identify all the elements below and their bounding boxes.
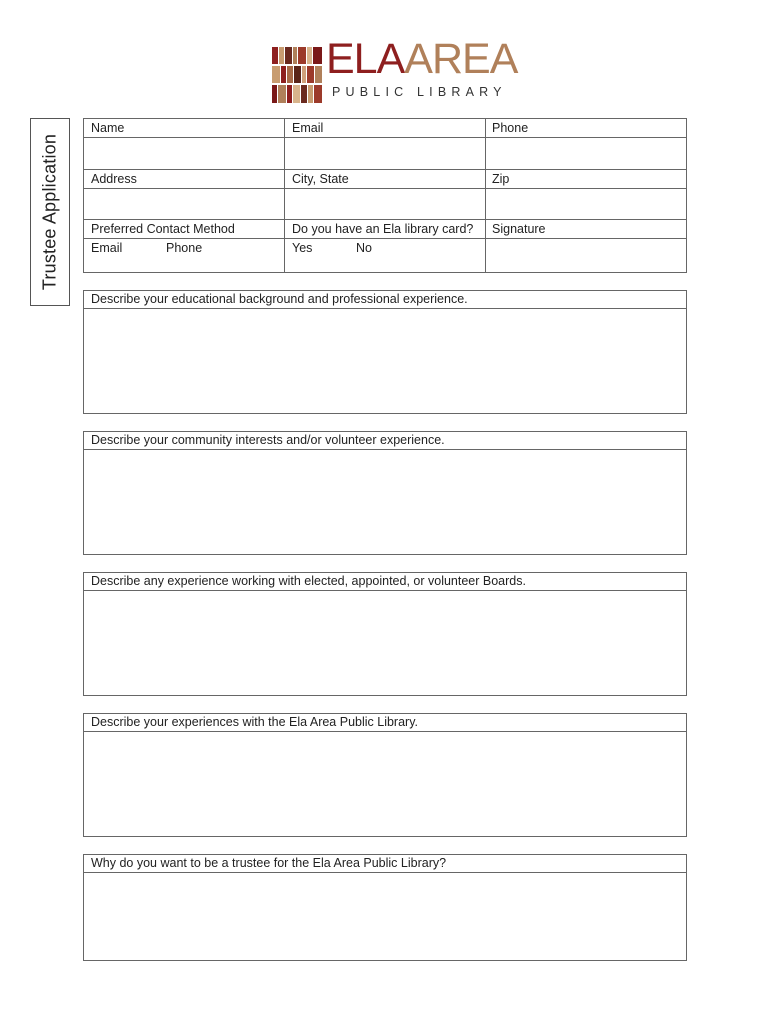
grid-divider bbox=[485, 119, 486, 272]
question-label: Describe any experience working with elected, appointed, or volunteer Boards. bbox=[84, 573, 686, 591]
library-logo bbox=[272, 35, 518, 104]
preferred-email-option: Email bbox=[91, 241, 123, 255]
preferred-phone-option: Phone bbox=[166, 241, 203, 255]
side-title-tab bbox=[30, 118, 70, 306]
phone-label: Phone bbox=[492, 121, 529, 135]
question-box bbox=[83, 713, 687, 837]
question-label: Why do you want to be a trustee for the Ela Area Public Library? bbox=[84, 855, 686, 873]
grid-divider bbox=[84, 137, 686, 138]
question-label: Describe your community interests and/or volunteer experience. bbox=[84, 432, 686, 450]
question-box bbox=[83, 431, 687, 555]
grid-divider bbox=[84, 188, 686, 189]
library-card-label: Do you have an Ela library card? bbox=[292, 222, 474, 236]
name-label: Name bbox=[91, 121, 125, 135]
grid-divider bbox=[284, 119, 285, 272]
preferred-contact-label: Preferred Contact Method bbox=[91, 222, 235, 236]
signature-label: Signature bbox=[492, 222, 546, 236]
grid-divider bbox=[84, 219, 686, 220]
question-label: Describe your experiences with the Ela Area Public Library. bbox=[84, 714, 686, 732]
side-title-label: Trustee Application bbox=[39, 133, 60, 291]
city-state-label: City, State bbox=[292, 172, 349, 186]
logo-word-area: AREA bbox=[404, 35, 518, 83]
logo-subtitle: PUBLIC LIBRARY bbox=[332, 85, 507, 99]
grid-divider bbox=[84, 238, 686, 239]
card-no-option: No bbox=[356, 241, 372, 255]
question-box bbox=[83, 854, 687, 961]
contact-info-grid bbox=[83, 118, 687, 273]
question-box bbox=[83, 572, 687, 696]
email-label: Email bbox=[292, 121, 324, 135]
logo-wordmark bbox=[326, 35, 518, 83]
question-box bbox=[83, 290, 687, 414]
question-label: Describe your educational background and professional experience. bbox=[84, 291, 686, 309]
zip-label: Zip bbox=[492, 172, 510, 186]
address-label: Address bbox=[91, 172, 137, 186]
card-yes-option: Yes bbox=[292, 241, 313, 255]
logo-word-ela: ELA bbox=[326, 35, 405, 83]
bookshelf-logo-icon bbox=[272, 47, 322, 103]
grid-divider bbox=[84, 169, 686, 170]
